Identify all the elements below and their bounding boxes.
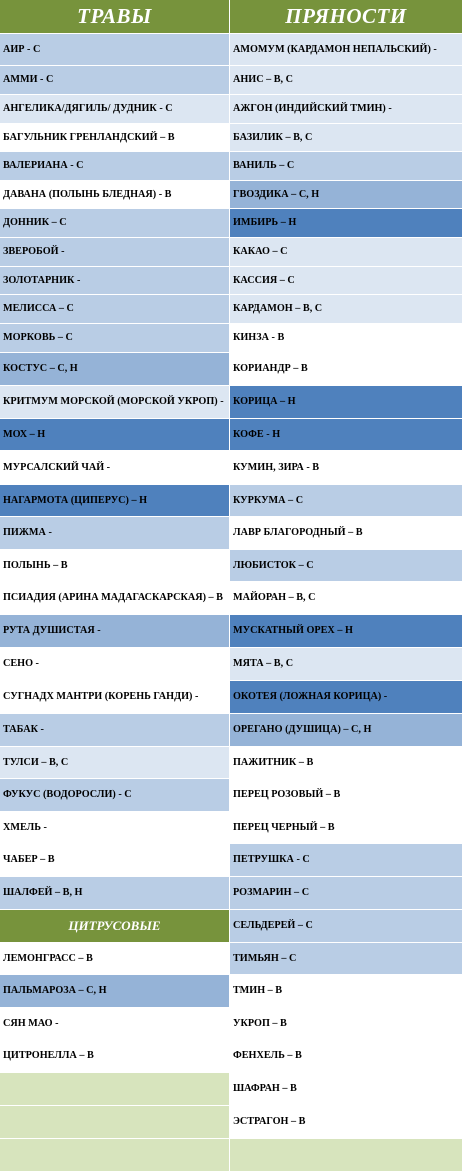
herb-item: КРИТМУМ МОРСКОЙ (МОРСКОЙ УКРОП) - — [0, 386, 229, 419]
spice-item: КАРДАМОН – В, С — [230, 295, 462, 324]
spice-item: ПЕРЕЦ РОЗОВЫЙ – В — [230, 779, 462, 812]
herb-item: БАГУЛЬНИК ГРЕНЛАНДСКИЙ – В — [0, 124, 229, 152]
spice-item: МЯТА – В, С — [230, 648, 462, 681]
herb-item: МЕЛИССА – С — [0, 295, 229, 324]
herb-item: ПОЛЫНЬ – В — [0, 550, 229, 582]
empty-cell — [0, 1139, 229, 1172]
spice-item: АЖГОН (ИНДИЙСКИЙ ТМИН) - — [230, 95, 462, 124]
spice-item: ТМИН – В — [230, 975, 462, 1008]
herb-item: ШАЛФЕЙ – В, Н — [0, 877, 229, 910]
herbs-column — [0, 0, 229, 1172]
herb-item: МОРКОВЬ – С — [0, 324, 229, 353]
spice-item: МУСКАТНЫЙ ОРЕХ – Н — [230, 615, 462, 648]
herb-item: АИР - С — [0, 34, 229, 66]
citrus-item: СЯН МАО - — [0, 1008, 229, 1040]
spice-item: КОРИЦА – Н — [230, 386, 462, 419]
spice-item: БАЗИЛИК – В, С — [230, 124, 462, 152]
spice-item: КУМИН, ЗИРА - В — [230, 451, 462, 485]
herb-item: ХМЕЛЬ - — [0, 812, 229, 844]
herb-item: ТУЛСИ – В, С — [0, 747, 229, 779]
citrus-item: ЛЕМОНГРАСС – В — [0, 943, 229, 975]
spice-item: ОКОТЕЯ (ЛОЖНАЯ КОРИЦА) - — [230, 681, 462, 714]
spice-item: КАКАО – С — [230, 238, 462, 267]
spice-item: ЛЮБИСТОК – С — [230, 550, 462, 582]
herb-item: КОСТУС – С, Н — [0, 353, 229, 386]
herb-item: АНГЕЛИКА/ДЯГИЛЬ/ ДУДНИК - С — [0, 95, 229, 124]
spice-item: ВАНИЛЬ – С — [230, 152, 462, 181]
herb-item: ПСИАДИЯ (АРИНА МАДАГАСКАРСКАЯ) – В — [0, 582, 229, 615]
herb-item: ФУКУС (ВОДОРОСЛИ) - С — [0, 779, 229, 812]
spice-item: ФЕНХЕЛЬ – В — [230, 1040, 462, 1073]
spice-item: ЭСТРАГОН – В — [230, 1106, 462, 1139]
citrus-section-title: ЦИТРУСОВЫЕ — [0, 910, 229, 943]
empty-cell — [230, 1139, 462, 1172]
spice-item: ТИМЬЯН – С — [230, 943, 462, 975]
herb-item: ТАБАК - — [0, 714, 229, 747]
spice-item: ПАЖИТНИК – В — [230, 747, 462, 779]
herb-item: ЗВЕРОБОЙ - — [0, 238, 229, 267]
herb-item: ЗОЛОТАРНИК - — [0, 267, 229, 295]
spice-item: ОРЕГАНО (ДУШИЦА) – С, Н — [230, 714, 462, 747]
spice-item: АНИС – В, С — [230, 66, 462, 95]
herb-item: ДАВАНА (ПОЛЫНЬ БЛЕДНАЯ) - В — [0, 181, 229, 209]
citrus-item: ПАЛЬМАРОЗА – С, Н — [0, 975, 229, 1008]
spice-item: МАЙОРАН – В, С — [230, 582, 462, 615]
spice-item: АМОМУМ (КАРДАМОН НЕПАЛЬСКИЙ) - — [230, 34, 462, 66]
spice-item: ШАФРАН – В — [230, 1073, 462, 1106]
herb-item: ДОННИК – С — [0, 209, 229, 238]
herb-item: МУРСАЛСКИЙ ЧАЙ - — [0, 451, 229, 485]
spice-item: ПЕТРУШКА - С — [230, 844, 462, 877]
herb-item: НАГАРМОТА (ЦИПЕРУС) – Н — [0, 485, 229, 517]
herb-item: МОХ – Н — [0, 419, 229, 451]
left-column-title: ТРАВЫ — [0, 0, 229, 34]
empty-cell — [0, 1073, 229, 1106]
empty-cell — [0, 1106, 229, 1139]
spice-item: ГВОЗДИКА – С, Н — [230, 181, 462, 209]
spices-column — [230, 0, 462, 1172]
spice-item: УКРОП – В — [230, 1008, 462, 1040]
herb-item: РУТА ДУШИСТАЯ - — [0, 615, 229, 648]
citrus-item: ЦИТРОНЕЛЛА – В — [0, 1040, 229, 1073]
spice-item: КИНЗА - В — [230, 324, 462, 353]
herb-item: СУГНАДХ МАНТРИ (КОРЕНЬ ГАНДИ) - — [0, 681, 229, 714]
herb-item: ПИЖМА - — [0, 517, 229, 550]
spice-item: ИМБИРЬ – Н — [230, 209, 462, 238]
spice-item: КУРКУМА – С — [230, 485, 462, 517]
right-column-title: ПРЯНОСТИ — [230, 0, 462, 34]
spice-item: РОЗМАРИН – С — [230, 877, 462, 910]
spice-item: ЛАВР БЛАГОРОДНЫЙ – В — [230, 517, 462, 550]
herb-item: ЧАБЕР – В — [0, 844, 229, 877]
spice-item: ПЕРЕЦ ЧЕРНЫЙ – В — [230, 812, 462, 844]
spice-item: КОФЕ - Н — [230, 419, 462, 451]
spice-item: КОРИАНДР – В — [230, 353, 462, 386]
spice-item: СЕЛЬДЕРЕЙ – С — [230, 910, 462, 943]
spice-item: КАССИЯ – С — [230, 267, 462, 295]
herb-item: АММИ - С — [0, 66, 229, 95]
herb-item: СЕНО - — [0, 648, 229, 681]
herb-item: ВАЛЕРИАНА - С — [0, 152, 229, 181]
